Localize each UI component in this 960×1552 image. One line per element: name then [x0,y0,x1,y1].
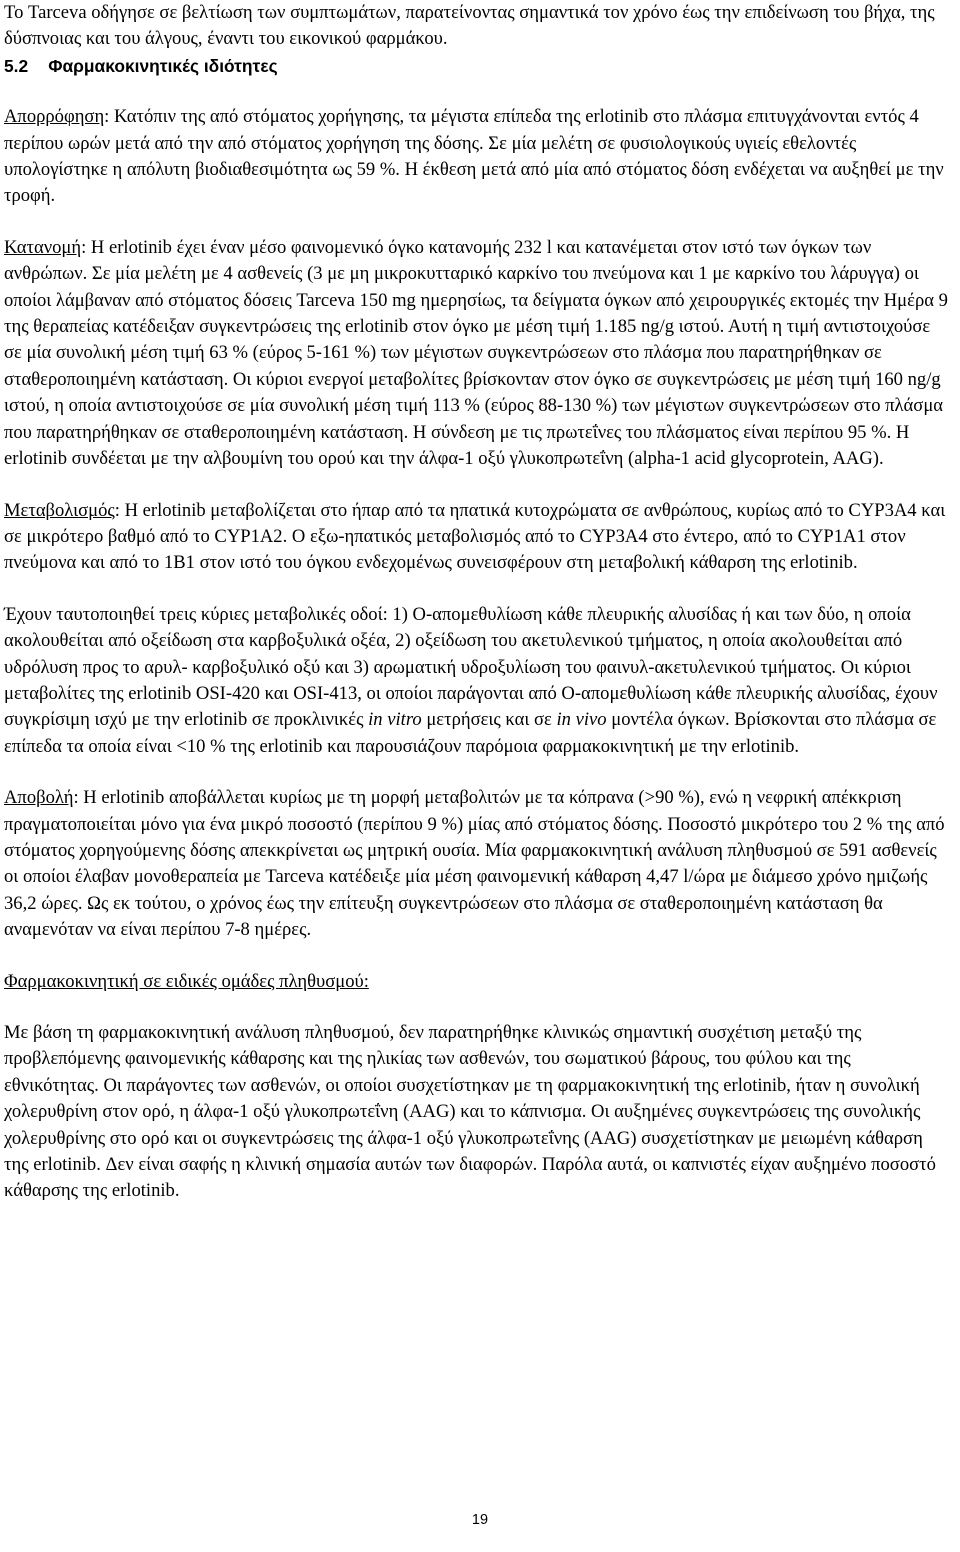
intro-text: Το Tarceva οδήγησε σε βελτίωση των συμπτωμάτων, παρατείνοντας σημαντικά τον χρόνο έως την επιδείνωση του βήχα, της δύσπνοιας και του άλγους, έναντι του εικονικού φαρμάκου. [4,2,935,50]
absorption-label: Απορρόφηση [4,106,105,128]
in-vitro-term: in vitro [368,709,422,731]
metabolism-label: Μεταβολισμός [4,499,115,521]
elimination-paragraph [4,785,949,943]
in-vivo-term: in vivo [556,709,607,731]
absorption-paragraph [4,104,949,210]
pathways-paragraph [4,602,949,760]
distribution-text: : Η erlotinib έχει έναν μέσο φαινομενικό όγκο κατανομής 232 l και κατανέμεται στον ιστό των όγκων των ανθρώπων. Σε μία μελέτη με 4 ασθενείς (3 με μη μικροκυτταρικό καρκίνο του πνεύμονα και 1 με καρκίνο του λάρυγγα) οι οποίοι λάμβαναν από στόματος δόσεις Tarceva 150 mg ημερησίως, τα δείγματα όγκων από χειρουργικές εκτομές την Ημέρα 9 της θεραπείας κατέδειξαν συγκεντρώσεις της erlotinib στον όγκο με μέση τιμή 1.185 ng/g ιστού. Αυτή η τιμή αντιστοιχούσε σε μία συνολική μέση τιμή 63 % (εύρος 5-161 %) των μέγιστων συγκεντρώσεων στο πλάσμα που παρατηρήθηκαν σε σταθεροποιημένη κατάσταση. Οι κύριοι ενεργοί μεταβολίτες βρίσκονταν στον όγκο σε συγκεντρώσεις με μέση τιμή 160 ng/g ιστού, η οποία αντιστοιχούσε σε μία συνολική μέση τιμή 113 % (εύρος 88-130 %) των μέγιστων συγκεντρώσεων στο πλάσμα που παρατηρήθηκαν σε σταθεροποιημένη κατάσταση. Η σύνδεση με τις πρωτεΐνες του πλάσματος είναι περίπου 95 %. Η erlotinib συνδέεται με την αλβουμίνη του ορού και την άλφα-1 οξύ γλυκοπρωτεΐνη (alpha-1 acid glycoprotein, AAG). [4,236,948,470]
metabolism-paragraph [4,498,949,577]
special-populations-heading: Φαρμακοκινητική σε ειδικές ομάδες πληθυσμού: [4,970,369,992]
distribution-label: Κατανομή [4,236,82,258]
special-populations-text: Με βάση τη φαρμακοκινητική ανάλυση πληθυσμού, δεν παρατηρήθηκε κλινικώς σημαντική συσχέτιση μεταξύ της προβλεπόμενης φαινομενικής κάθαρσης και της ηλικίας των ασθενών, του σωματικού βάρους, του φύλου και της εθνικότητας. Οι παράγοντες των ασθενών, οι οποίοι συσχετίστηκαν με τη φαρμακοκινητική της erlotinib, ήταν η συνολική χολερυθρίνη στον ορό, η άλφα-1 οξύ γλυκοπρωτεΐνη (AAG) και το κάπνισμα. Οι αυξημένες συγκεντρώσεις της συνολικής χολερυθρίνης στο ορό και οι συγκεντρώσεις της άλφα-1 οξύ γλυκοπρωτεΐνης (AAG) συσχετίστηκαν με μειωμένη κάθαρση της erlotinib. Δεν είναι σαφής η κλινική σημασία αυτών των διαφορών. Παρόλα αυτά, οι καπνιστές είχαν αυξημένο ποσοστό κάθαρσης της erlotinib. [4,1022,936,1202]
distribution-paragraph [4,235,949,473]
pathways-text-2: μετρήσεις και σε [421,709,557,731]
elimination-label: Αποβολή [4,787,74,809]
elimination-text: : Η erlotinib αποβάλλεται κυρίως με τη μορφή μεταβολιτών με τα κόπρανα (>90 %), ενώ η νεφρική απέκκριση πραγματοποιείται μόνο για ένα μικρό ποσοστό (περίπου 9 %) μίας από στόματος δόσης. Ποσοστό μικρότερο του 2 % της από στόματος χορηγούμενης δόσης απεκκρίνεται ως μητρική ουσία. Μία φαρμακοκινητική ανάλυση πληθυσμού σε 591 ασθενείς οι οποίοι έλαβαν μονοθεραπεία με Tarceva κατέδειξε μία μέση φαινομενική κάθαρση 4,47 l/ώρα με διάμεσο χρόνο ημιζωής 36,2 ώρες. Ως εκ τούτου, ο χρόνος έως την επίτευξη συγκεντρώσεων στο πλάσμα σε σταθεροποιημένη κατάσταση θα αναμενόταν να είναι περίπου 7-8 ημέρες. [4,787,945,941]
section-number: 5.2 [4,55,29,76]
metabolism-text: : Η erlotinib μεταβολίζεται στο ήπαρ από τα ηπατικά κυτοχρώματα σε ανθρώπους, κυρίως από το CYP3A4 και σε μικρότερο βαθμό από το CYP1A2. Ο εξω-ηπατικός μεταβολισμός από το CYP3A4 στο έντερο, από το CYP1A1 στον πνεύμονα και από το 1B1 στον ιστό του όγκου ενδεχομένως συνεισφέρουν στη μεταβολική κάθαρση της erlotinib. [4,499,946,574]
intro-paragraph [4,0,949,53]
absorption-text: : Κατόπιν της από στόματος χορήγησης, τα μέγιστα επίπεδα της erlotinib στο πλάσμα επιτυγχάνονται εντός 4 περίπου ωρών μετά από την από στόματος χορήγηση της δόσης. Σε μία μελέτη σε φυσιολογικούς υγιείς εθελοντές υπολογίστηκε η απόλυτη βιοδιαθεσιμότητα ως 59 %. Η έκθεση μετά από μία από στόματος δόση ενδέχεται να αυξηθεί με την τροφή. [4,106,944,207]
section-title: Φαρμακοκινητικές ιδιότητες [48,55,278,76]
section-heading [4,53,949,79]
pathways-text-3: μοντέλα όγκων. Βρίσκονται στο πλάσμα σε επίπεδα τα οποία είναι <10 % της erlotinib και παρουσιάζουν παρόμοια φαρμακοκινητική με την erlotinib. [4,709,937,757]
pathways-text-1: Έχουν ταυτοποιηθεί τρεις κύριες μεταβολικές οδοί: 1) Ο-απομεθυλίωση κάθε πλευρικής αλυσίδας ή και των δύο, η οποία ακολουθείται από οξείδωση στα καρβοξυλικά οξέα, 2) οξείδωση του ακετυλενικού τμήματος, η οποία ακολουθείται από υδρόλυση προς το αρυλ- καρβοξυλικό οξύ και 3) αρωματική υδροξυλίωση του φαινυλ-ακετυλενικού τμήματος. Οι κύριοι μεταβολίτες της erlotinib OSI-420 και OSI-413, οι οποίοι παράγονται από Ο-απομεθυλίωση κάθε πλευρικής αλυσίδας, έχουν συγκρίσιμη ισχύ με την erlotinib σε προκλινικές [4,603,938,731]
document-page [4,0,949,1205]
page-number: 19 [471,1512,489,1528]
special-populations-paragraph [4,1020,949,1205]
